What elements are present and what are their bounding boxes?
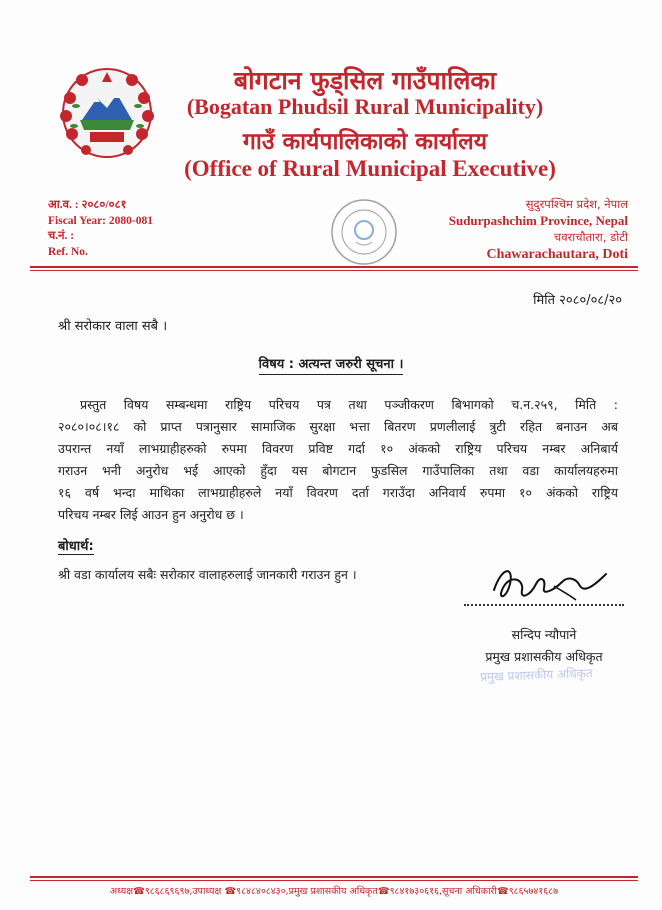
subject-text: विषय : अत्यन्त जरुरी सूचना । — [259, 357, 404, 375]
cc-recipients: श्री वडा कार्यालय सबैः सरोकार वालाहरुलाई जानकारी गराउन हुन । — [58, 567, 357, 582]
municipality-name-english: (Bogatan Phudsil Rural Municipality) — [186, 94, 544, 119]
fiscal-year-nepali: आ.व. : २०८०/०८१ — [48, 199, 127, 211]
cc-label — [58, 536, 94, 554]
salutation: श्री सरोकार वाला सबै । — [58, 319, 168, 334]
office-seal-icon — [328, 196, 400, 268]
signatory-title: प्रमुख प्रशासकीय अधिकृत — [485, 649, 603, 664]
place-english: Chawarachautara, Doti — [486, 247, 628, 262]
place-nepali: चवराचौतारा, डोटी — [553, 230, 628, 244]
signature-line — [464, 604, 624, 606]
signatory-name: सन्दिप न्यौपाने — [511, 627, 577, 642]
office-name-nepali: गाउँ कार्यपालिकाको कार्यालय — [242, 129, 488, 155]
handwritten-signature-icon — [484, 560, 614, 608]
letter-date: मिति २०८०/०८/२० — [533, 293, 622, 308]
reference-block — [48, 198, 153, 260]
body-line: १६ वर्ष भन्दा माथिका लाभग्राहीहरुले नयाँ विवरण दर्ता गराउँदा अनिवार्य रुपमा १० अंकको राष्ट्रिय — [58, 485, 618, 500]
body-line: उपरान्त नयाँ लाभग्राहीहरुको रुपमा विवरण प्रविष्ट गर्दा १० अंकको राष्ट्रिय परिचय नम्बर अनिबार्य — [58, 441, 618, 456]
province-nepali: सुदुरपश्चिम प्रदेश, नेपाल — [525, 197, 628, 211]
office-name-english: (Office of Rural Municipal Executive) — [184, 156, 556, 181]
header-divider-thin — [30, 270, 638, 271]
subject-line — [0, 354, 662, 372]
ref-no-nepali: च.नं. : — [48, 230, 75, 242]
fiscal-year-english: Fiscal Year: 2080-081 — [48, 214, 153, 227]
cc-label-text: बोधार्थ: — [58, 539, 94, 554]
footer-divider — [30, 876, 638, 878]
municipality-name-nepali: बोगटान फुड्सिल गाउँपालिका — [233, 66, 497, 95]
body-line: परिचय नम्बर लिई आउन हुन अनुरोध छ । — [58, 507, 244, 522]
ref-no-english: Ref. No. — [48, 245, 88, 258]
address-block — [449, 196, 628, 264]
header-divider — [30, 266, 638, 268]
province-english: Sudurpashchim Province, Nepal — [448, 213, 628, 228]
body-line: २०८०।०८।१८ को प्राप्त पत्रानुसार सामाजिक सुरक्षा भत्ता बितरण प्रणलीलाई त्रुटी रहित बनाउन अब — [58, 419, 618, 434]
footer-divider-thin — [30, 880, 638, 881]
body-line: गराउन भनी अनुरोध भई आएको हुँदा यस बोगटान फुडसिल गाउँपालिका तथा वडा कार्यालयहरुमा — [58, 463, 618, 478]
footer-contacts: अध्यक्ष☎९८६८६९६९७,उपाध्यक्ष ☎९८४८४०८४३०,प्रमुख प्रशासकीय अधिकृत☎९८४१७३०६१६,सूचना अधिकारी☎९८६५७४१६८७ — [109, 886, 559, 897]
letter-body — [58, 394, 618, 526]
body-line: प्रस्तुत विषय सम्बन्धमा राष्ट्रिय परिचय पत्र तथा पञ्जीकरण बिभागको च.न.२५९, मिति : — [80, 397, 618, 412]
title-stamp: प्रमुख प्रशासकीय अधिकृत — [479, 666, 593, 684]
